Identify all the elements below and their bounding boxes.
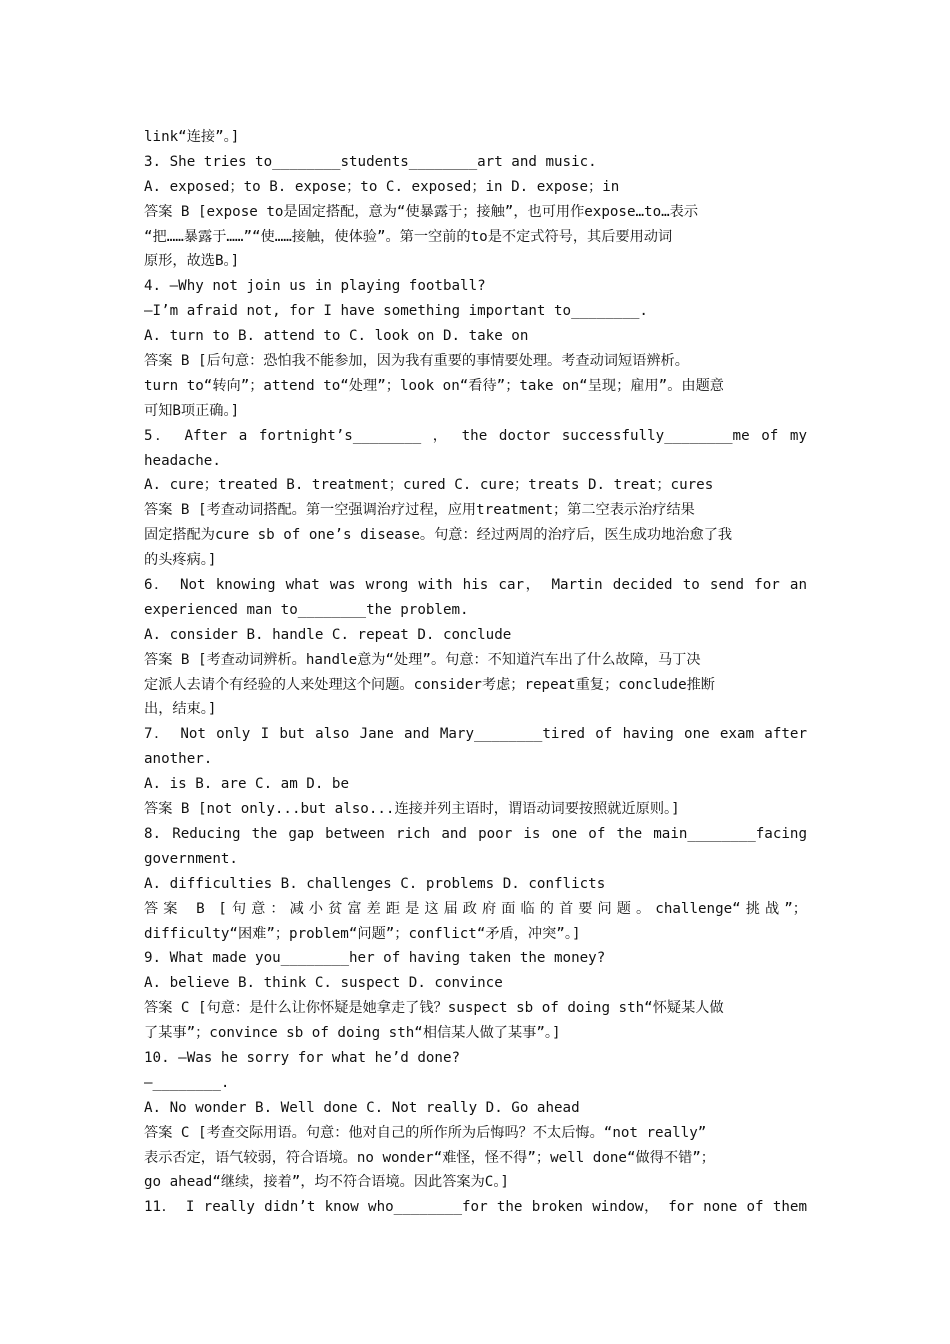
text-line: experienced man to________the problem. <box>144 601 469 618</box>
text-line: 可知B项正确。] <box>144 402 240 419</box>
text-line: 了某事”；convince sb of doing sth“相信某人做了某事”。] <box>144 1025 561 1042</box>
text-line: 8. Reducing the gap between rich and poor is one of the main________facing <box>144 825 807 842</box>
text-line: another. <box>144 751 213 768</box>
text-line: 3. She tries to________students________art and music. <box>144 153 597 170</box>
text-line: A. consider B. handle C. repeat D. conclude <box>144 626 512 643</box>
text-line: A. cure；treated B. treatment；cured C. cure；treats D. treat；cures <box>144 477 714 494</box>
text-line: 的头疼病。] <box>144 552 217 569</box>
text-line: 7． Not only I but also Jane and Mary________tired of having one exam after <box>144 726 807 743</box>
text-line: —I’m afraid not, for I have something important to________. <box>144 303 648 320</box>
text-line: 答案 C [考查交际用语。句意：他对自己的所作所为后悔吗？不太后悔。“not really” <box>144 1124 707 1141</box>
text-line: link“连接”。] <box>144 129 240 145</box>
text-line: 答案 C [句意：是什么让你怀疑是她拿走了钱？suspect sb of doing sth“怀疑某人做 <box>144 1000 724 1017</box>
text-line: “把……暴露于……”“使……接触，使体验”。第一空前的to是不定式符号，其后要用动词 <box>144 228 673 245</box>
text-line: A. exposed；to B. expose；to C. exposed；in D. expose；in <box>144 178 620 195</box>
text-line: 出，结束。] <box>144 701 217 718</box>
text-line: difficulty“困难”；problem“问题”；conflict“矛盾，冲突”。] <box>144 925 581 942</box>
text-line: go ahead“继续，接着”，均不符合语境。因此答案为C。] <box>144 1174 509 1191</box>
text-line: 9. What made you________her of having taken the money? <box>144 950 606 967</box>
text-line: A. No wonder B. Well done C. Not really D. Go ahead <box>144 1099 580 1116</box>
document-body <box>144 125 807 1220</box>
text-line: 10. —Was he sorry for what he’d done? <box>144 1049 461 1066</box>
text-line: 答案 B [expose to是固定搭配，意为“使暴露于；接触”，也可用作expose…to…表示 <box>144 203 699 220</box>
text-line: 答案 B [句意：减小贫富差距是这届政府面临的首要问题。challenge“挑战”； <box>144 900 807 917</box>
text-line: 答案 B [考查动词辨析。handle意为“处理”。句意：不知道汽车出了什么故障，马丁决 <box>144 651 701 668</box>
text-line: —________. <box>144 1074 230 1091</box>
text-line: 6． Not knowing what was wrong with his car， Martin decided to send for an <box>144 577 807 594</box>
text-line: 原形，故选B。] <box>144 253 240 270</box>
text-line: A. turn to B. attend to C. look on D. take on <box>144 328 529 345</box>
text-line: A. difficulties B. challenges C. problems D. conflicts <box>144 875 606 892</box>
text-line: 答案 B [考查动词搭配。第一空强调治疗过程，应用treatment；第二空表示治疗结果 <box>144 502 695 519</box>
text-line: A. is B. are C. am D. be <box>144 776 349 793</box>
text-line: turn to“转向”；attend to“处理”；look on“看待”；take on“呈现；雇用”。由题意 <box>144 377 724 394</box>
text-line: 定派人去请个有经验的人来处理这个问题。consider考虑；repeat重复；conclude推断 <box>144 676 715 693</box>
text-line: 11． I really didn’t know who________for the broken window， for none of them <box>144 1199 807 1216</box>
text-line: A. believe B. think C. suspect D. convince <box>144 975 503 992</box>
text-line: headache. <box>144 452 221 469</box>
text-line: 4. —Why not join us in playing football? <box>144 278 486 295</box>
text-line: 5． After a fortnight’s________ ， the doctor successfully________me of my <box>144 427 807 444</box>
text-line: government. <box>144 850 238 867</box>
text-line: 固定搭配为cure sb of one’s disease。句意：经过两周的治疗后，医生成功地治愈了我 <box>144 527 733 544</box>
text-line: 答案 B [后句意：恐怕我不能参加，因为我有重要的事情要处理。考查动词短语辨析。 <box>144 353 689 370</box>
text-line: 答案 B [not only...but also...连接并列主语时，谓语动词要按照就近原则。] <box>144 801 680 818</box>
text-line: 表示否定，语气较弱，符合语境。no wonder“难怪，怪不得”；well done“做得不错”； <box>144 1149 715 1166</box>
